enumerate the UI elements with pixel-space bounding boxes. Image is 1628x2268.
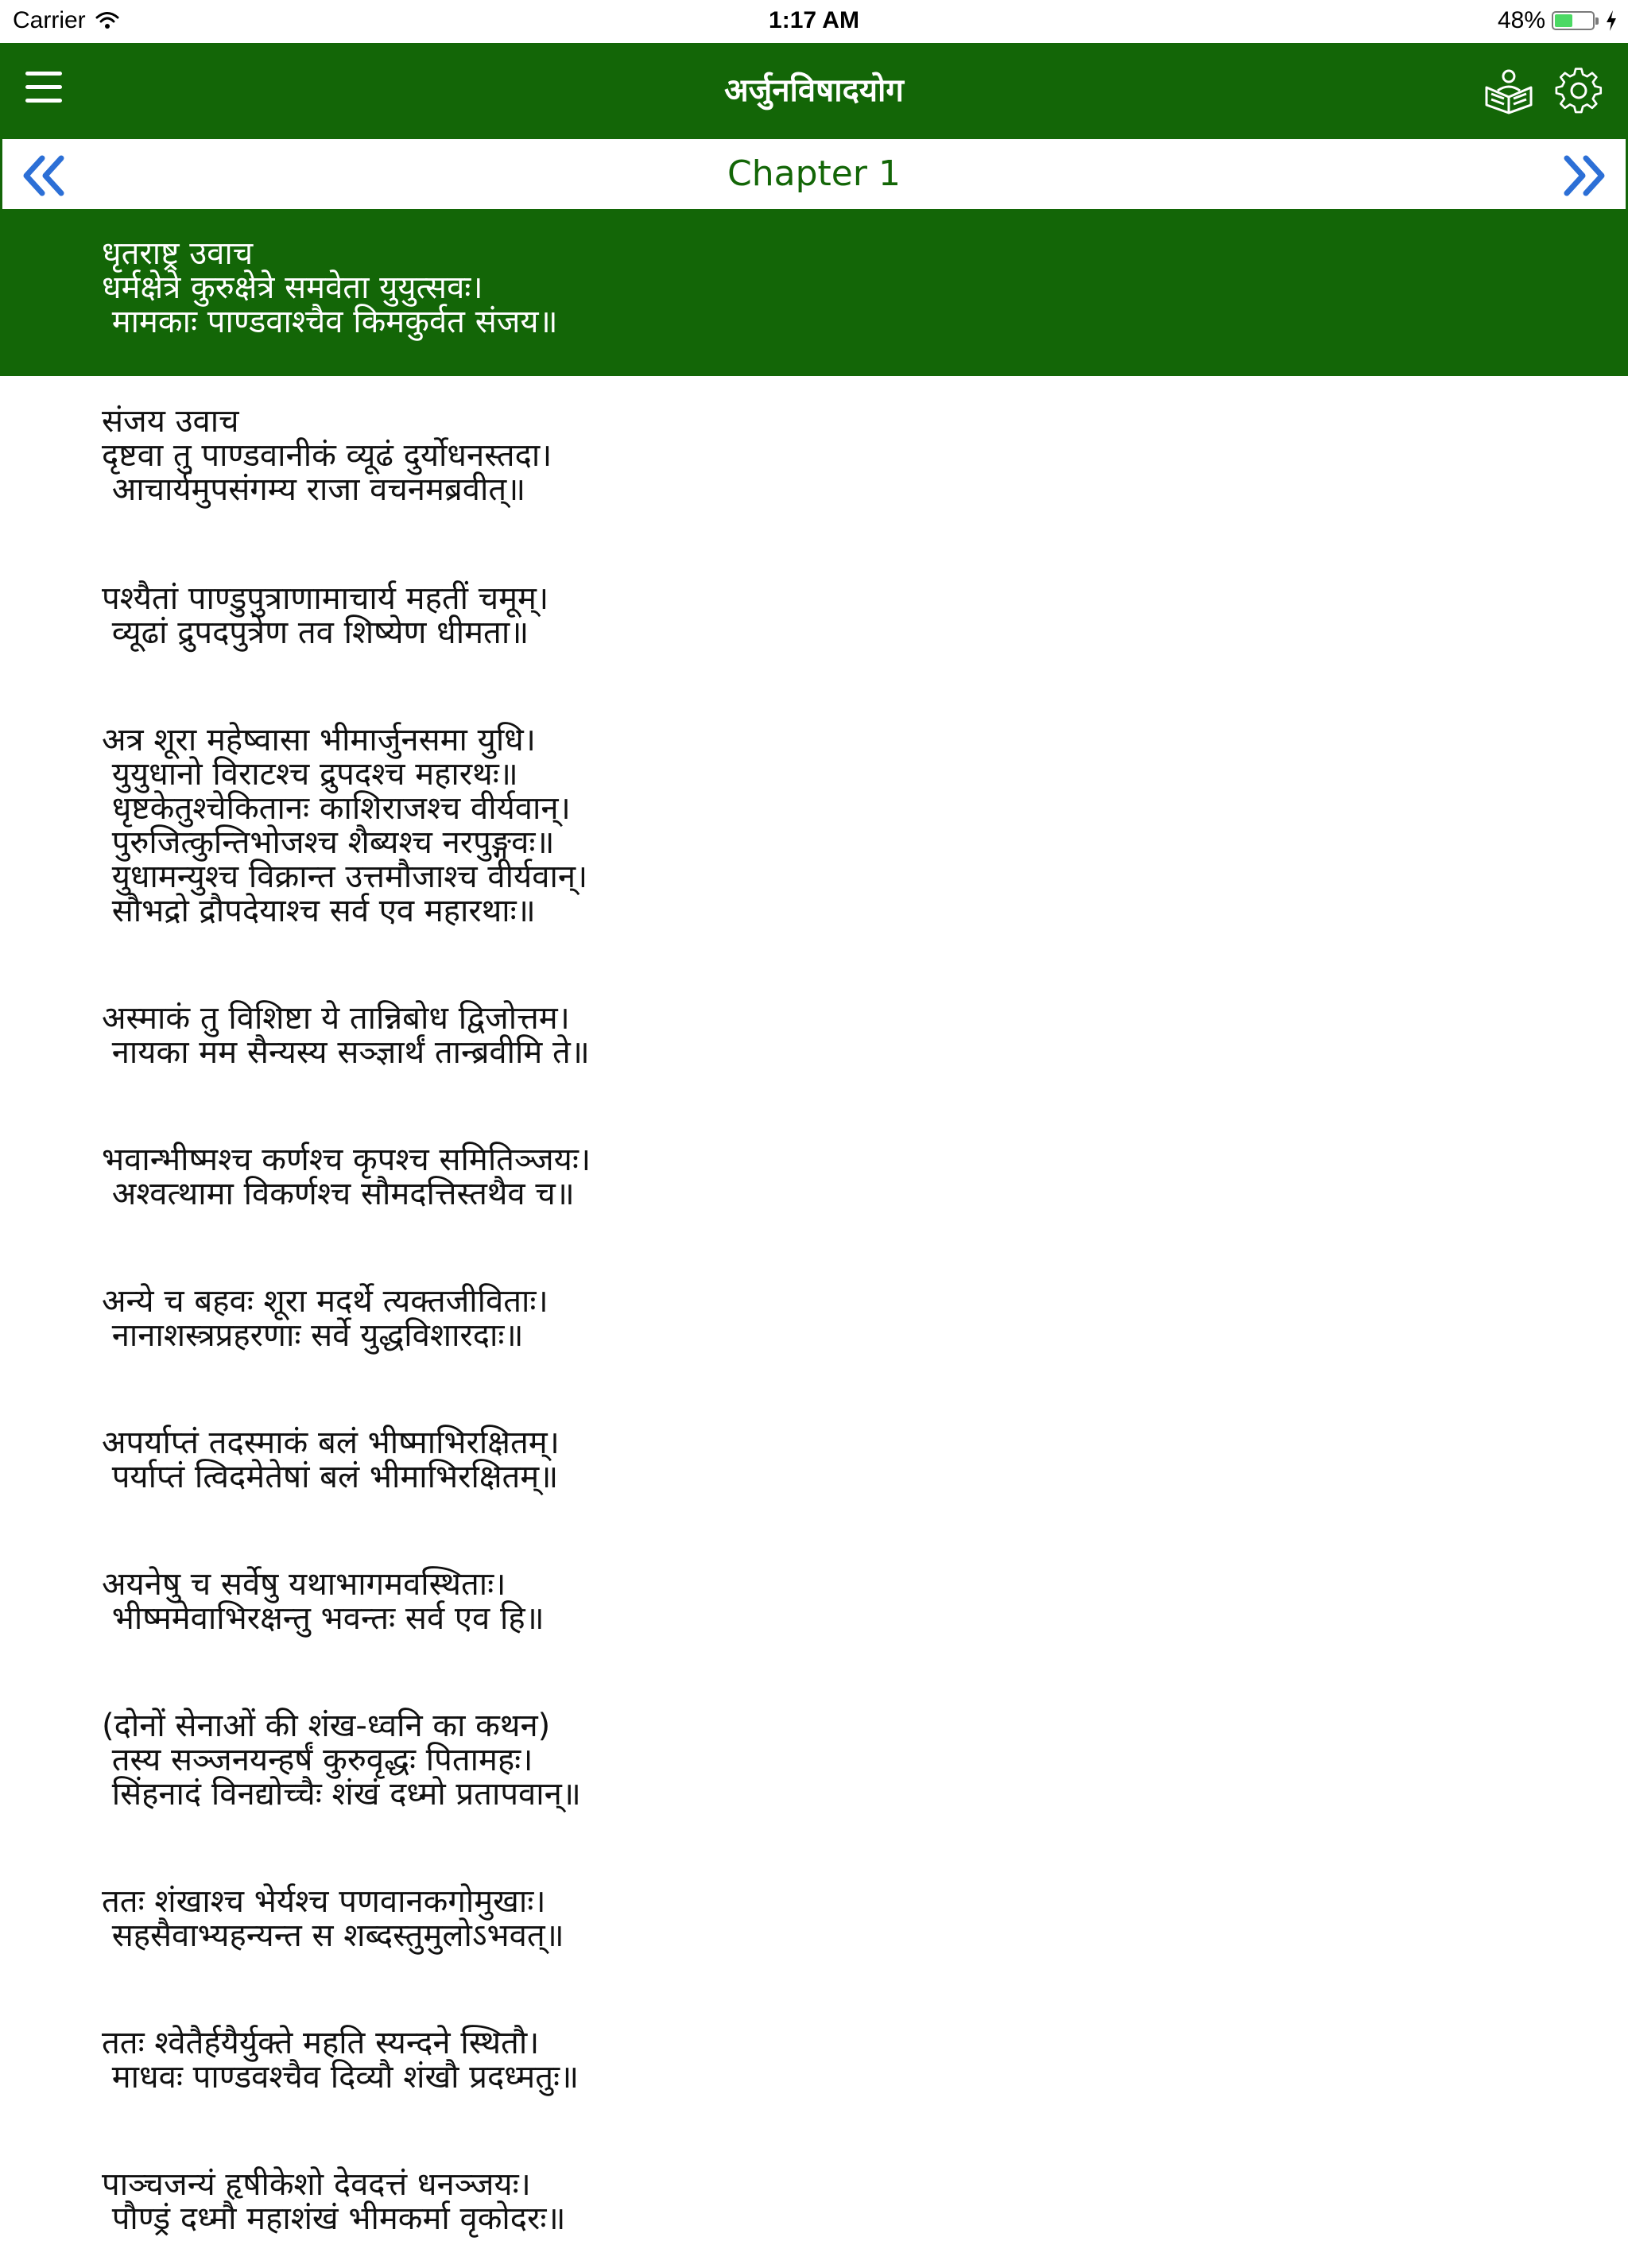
verse-line: पौण्ड्रं दध्मौ महाशंखं भीमकर्मा वृकोदरः॥ — [102, 2200, 566, 2237]
verse-item[interactable] — [0, 1985, 1628, 2126]
verse-line: धृतराष्ट्र उवाच — [102, 235, 254, 272]
status-time: 1:17 AM — [769, 7, 859, 33]
verse-line: संजय उवाच — [102, 403, 239, 440]
verse-line: नानाशस्त्रप्रहरणाः सर्वे युद्धविशारदाः॥ — [102, 1317, 524, 1354]
carrier-label: Carrier — [13, 7, 86, 33]
verse-line: अत्र शूरा महेष्वासा भीमार्जुनसमा युधि। — [102, 722, 536, 758]
verse-line: पर्याप्तं त्विदमेतेषां बलं भीमाभिरक्षितम्॥ — [102, 1459, 559, 1495]
verse-line: नायका मम सैन्यस्य सञ्ज्ञार्थं तान्ब्रवीमि ते॥ — [102, 1034, 590, 1071]
gear-icon[interactable] — [1553, 67, 1604, 114]
verse-line: भीष्ममेवाभिरक्षन्तु भवन्तः सर्व एव हि॥ — [102, 1600, 545, 1637]
verse-list[interactable] — [0, 211, 1628, 2237]
verse-item[interactable] — [0, 376, 1628, 539]
verse-item[interactable] — [0, 1243, 1628, 1385]
verse-line: सिंहनादं विनद्योच्चैः शंखं दध्मो प्रतापवान्॥ — [102, 1776, 581, 1812]
verse-item[interactable] — [0, 1385, 1628, 1526]
verse-line: ततः श्वेतैर्हयैर्युक्ते महति स्यन्दने स्थितौ। — [102, 2025, 540, 2061]
verse-line: पुरुजित्कुन्तिभोजश्च शैब्यश्च नरपुङ्गवः॥ — [102, 824, 555, 861]
battery-fill — [1555, 14, 1572, 27]
verse-line: व्यूढां द्रुपदपुत्रेण तव शिष्येण धीमता॥ — [102, 614, 529, 651]
chapter-nav — [0, 137, 1628, 211]
verse-line: भवान्भीष्मश्च कर्णश्च कृपश्च समितिञ्जयः। — [102, 1142, 591, 1178]
verse-line: सहसैवाभ्यहन्यन्त स शब्दस्तुमुलोऽभवत्॥ — [102, 1917, 564, 1954]
verse-item[interactable] — [0, 2126, 1628, 2268]
verse-line: धृष्टकेतुश्चेकितानः काशिराजश्च वीर्यवान्। — [102, 790, 571, 827]
verse-line: पाञ्चजन्यं हृषीकेशो देवदत्तं धनञ्जयः। — [102, 2166, 531, 2203]
verse-line: युधामन्युश्च विक्रान्त उत्तमौजाश्च वीर्यवान्। — [102, 859, 588, 895]
verse-line: माधवः पाण्डवश्चैव दिव्यौ शंखौ प्रदध्मतुः॥ — [102, 2059, 579, 2095]
nav-header — [0, 43, 1628, 137]
verse-item[interactable] — [0, 682, 1628, 960]
battery-icon — [1552, 11, 1595, 30]
verse-line: अस्माकं तु विशिष्टा ये तान्निबोध द्विजोत्तम। — [102, 1000, 570, 1037]
verse-line: अयनेषु च सर्वेषु यथाभागमवस्थिताः। — [102, 1566, 506, 1603]
book-reader-icon[interactable] — [1483, 67, 1534, 114]
verse-line: आचार्यमुपसंगम्य राजा वचनमब्रवीत्॥ — [102, 471, 526, 508]
verse-line: अपर्याप्तं तदस्माकं बलं भीष्माभिरक्षितम्। — [102, 1425, 560, 1461]
verse-line: दृष्टवा तु पाण्डवानीकं व्यूढं दुर्योधनस्तदा। — [102, 437, 552, 474]
double-chevron-right-icon[interactable] — [1560, 153, 1608, 198]
verse-line: (दोनों सेनाओं की शंख-ध्वनि का कथन) — [102, 1708, 551, 1744]
verse-line: युयुधानो विराटश्च द्रुपदश्च महारथः॥ — [102, 756, 518, 793]
verse-item[interactable] — [0, 539, 1628, 682]
verse-item[interactable] — [0, 1102, 1628, 1243]
status-right — [1498, 7, 1617, 34]
status-bar — [0, 0, 1628, 43]
charging-bolt-icon — [1606, 10, 1617, 31]
verse-item[interactable] — [0, 1843, 1628, 1985]
battery-percent: 48% — [1497, 7, 1545, 33]
verse-line: धर्मक्षेत्रे कुरुक्षेत्रे समवेता युयुत्सवः। — [102, 269, 483, 306]
verse-line: अश्वत्थामा विकर्णश्च सौमदत्तिस्तथैव च॥ — [102, 1176, 575, 1212]
verse-line: तस्य सञ्जनयन्हर्षं कुरुवृद्धः पितामहः। — [102, 1742, 533, 1778]
page-title: अर्जुनविषादयोग — [724, 72, 904, 109]
verse-line: ततः शंखाश्च भेर्यश्च पणवानकगोमुखाः। — [102, 1883, 546, 1920]
verse-line: सौभद्रो द्रौपदेयाश्च सर्व एव महारथाः॥ — [102, 893, 536, 929]
verse-item[interactable] — [0, 1526, 1628, 1668]
verse-item[interactable] — [0, 211, 1628, 376]
verse-line: अन्ये च बहवः शूरा मदर्थे त्यक्तजीविताः। — [102, 1283, 548, 1320]
chapter-title: Chapter 1 — [727, 153, 901, 194]
verse-item[interactable] — [0, 960, 1628, 1102]
verse-item[interactable] — [0, 1668, 1628, 1843]
verse-line: पश्यैतां पाण्डुपुत्राणामाचार्य महतीं चमूम्। — [102, 580, 549, 617]
verse-line: मामकाः पाण्डवाश्चैव किमकुर्वत संजय॥ — [102, 304, 558, 340]
